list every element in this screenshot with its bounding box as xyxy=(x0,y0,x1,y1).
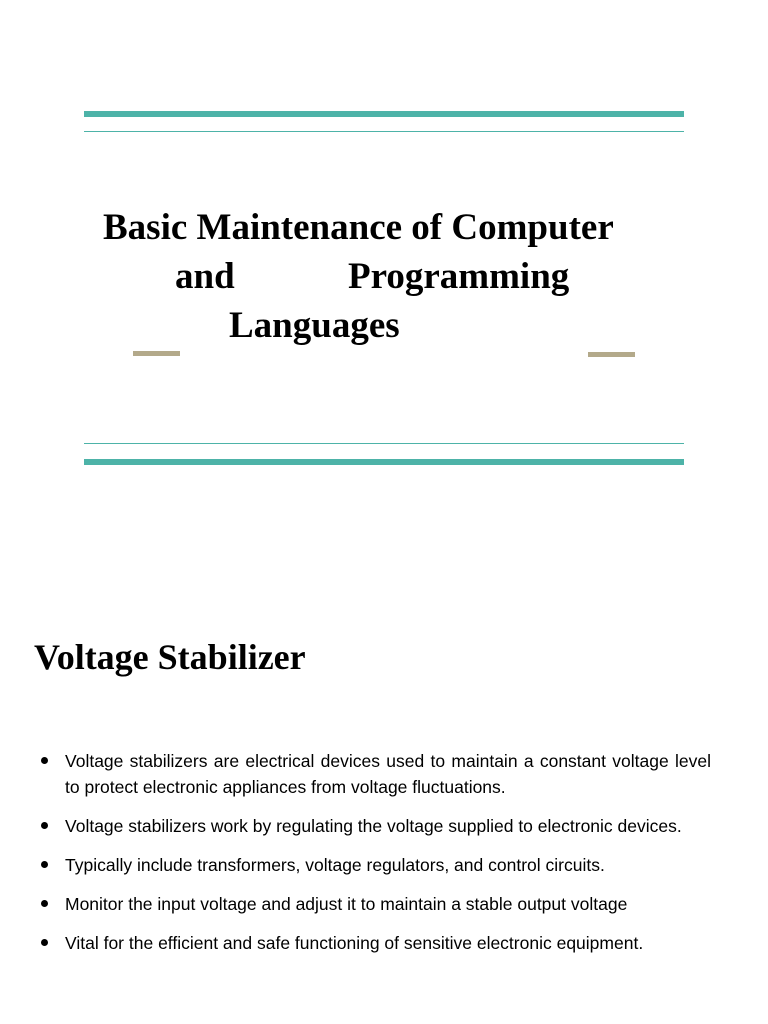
bullet-item xyxy=(40,852,711,878)
title-line-2-left: and xyxy=(175,256,235,297)
left-accent-dash xyxy=(133,351,180,356)
bottom-thick-rule xyxy=(84,459,684,465)
right-accent-dash xyxy=(588,352,635,357)
bullet-item xyxy=(40,813,711,839)
bullet-item xyxy=(40,748,711,800)
bullet-icon xyxy=(41,861,48,868)
bullet-text: Monitor the input voltage and adjust it to maintain a stable output voltage xyxy=(65,894,628,914)
bullet-text: Typically include transformers, voltage regulators, and control circuits. xyxy=(65,855,605,875)
top-thick-rule xyxy=(84,111,684,117)
bullet-item xyxy=(40,891,711,917)
bullet-icon xyxy=(41,757,48,764)
bullet-icon xyxy=(41,900,48,907)
bullet-item xyxy=(40,930,711,956)
bullet-icon xyxy=(41,822,48,829)
bullet-icon xyxy=(41,939,48,946)
bullet-text: Vital for the efficient and safe functioning of sensitive electronic equipment. xyxy=(65,933,644,953)
section-heading: Voltage Stabilizer xyxy=(34,637,306,677)
bullet-text: Voltage stabilizers are electrical devices used to maintain a constant voltage level to protect electronic appliances from voltage fluctuations. xyxy=(65,751,711,797)
title-line-1: Basic Maintenance of Computer xyxy=(103,207,614,248)
title-line-2-right: Programming xyxy=(348,256,570,297)
title-line-3: Languages xyxy=(229,305,400,346)
top-thin-rule xyxy=(84,131,684,132)
bullet-text: Voltage stabilizers work by regulating the voltage supplied to electronic devices. xyxy=(65,816,682,836)
bottom-thin-rule xyxy=(84,443,684,444)
bullet-list xyxy=(40,748,711,969)
